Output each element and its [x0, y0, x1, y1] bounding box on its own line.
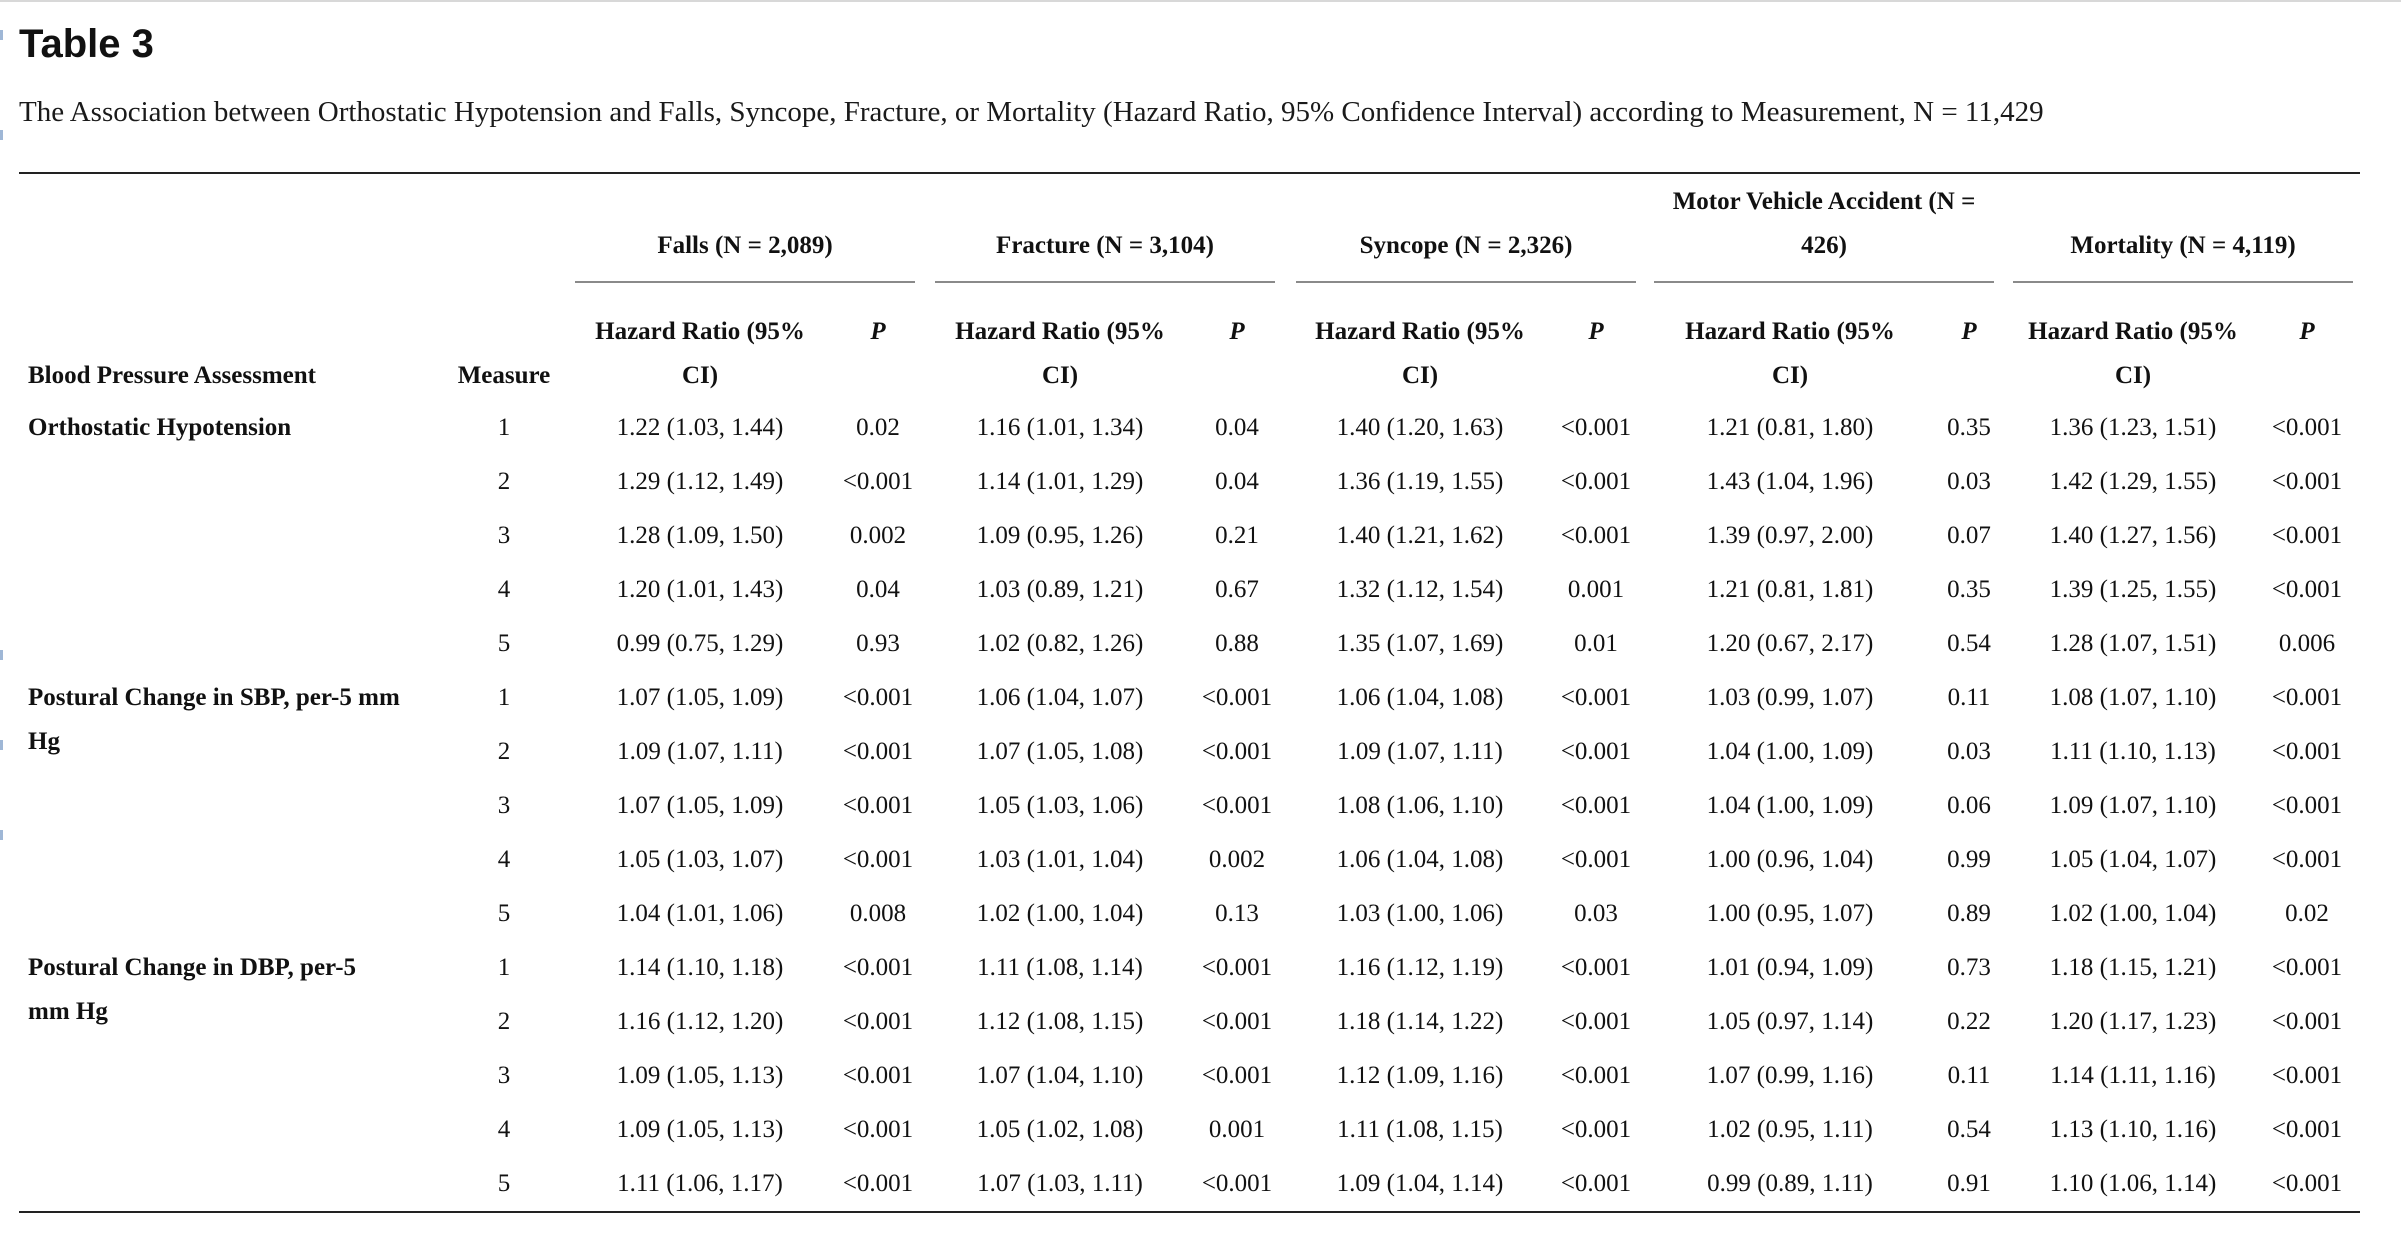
hazard-ratio-cell: 1.03 (0.99, 1.07)	[1706, 684, 1874, 711]
p-value-cell: <0.001	[2271, 1062, 2343, 1089]
hazard-ratio-cell: 1.07 (1.05, 1.09)	[616, 792, 784, 819]
p-value-cell: <0.001	[1201, 954, 1273, 981]
measure-cell: 3	[497, 522, 511, 549]
hazard-ratio-cell: 1.21 (0.81, 1.80)	[1706, 414, 1874, 441]
measure-cell: 3	[497, 1062, 511, 1089]
p-value-cell: 0.04	[1215, 414, 1259, 441]
p-value-cell: 0.35	[1947, 414, 1991, 441]
hazard-ratio-cell: 1.03 (0.89, 1.21)	[976, 576, 1144, 603]
hazard-ratio-cell: 1.20 (1.17, 1.23)	[2049, 1008, 2217, 1035]
hazard-ratio-cell: 1.01 (0.94, 1.09)	[1706, 954, 1874, 981]
group-header: Falls (N = 2,089)	[657, 232, 833, 259]
p-value-cell: <0.001	[842, 1116, 914, 1143]
measure-cell: 5	[497, 900, 511, 927]
p-value-cell: 0.21	[1215, 522, 1259, 549]
p-value-cell: <0.001	[842, 1008, 914, 1035]
group-rule	[935, 281, 1275, 283]
p-value-cell: <0.001	[1201, 792, 1273, 819]
p-column-header: P	[1229, 318, 1245, 345]
edge-mark	[0, 30, 3, 40]
p-value-cell: <0.001	[2271, 1170, 2343, 1197]
measure-cell: 3	[497, 792, 511, 819]
p-value-cell: <0.001	[2271, 684, 2343, 711]
measure-cell: 4	[497, 576, 511, 603]
hr-header-line: CI)	[1401, 362, 1439, 389]
section-label: Orthostatic Hypotension	[28, 414, 292, 441]
p-value-cell: 0.35	[1947, 576, 1991, 603]
p-value-cell: 0.04	[856, 576, 900, 603]
p-value-cell: <0.001	[842, 792, 914, 819]
p-value-cell: <0.001	[1201, 684, 1273, 711]
group-rule	[2013, 281, 2353, 283]
hazard-ratio-cell: 1.40 (1.21, 1.62)	[1336, 522, 1504, 549]
measure-cell: 4	[497, 846, 511, 873]
p-value-cell: <0.001	[2271, 522, 2343, 549]
hr-header-line: CI)	[2114, 362, 2152, 389]
assessment-column-header: Blood Pressure Assessment	[28, 362, 316, 389]
hazard-ratio-cell: 1.05 (1.03, 1.06)	[976, 792, 1144, 819]
p-value-cell: 0.67	[1215, 576, 1259, 603]
p-value-cell: <0.001	[1201, 1170, 1273, 1197]
hazard-ratio-cell: 1.36 (1.23, 1.51)	[2049, 414, 2217, 441]
hazard-ratio-cell: 1.32 (1.12, 1.54)	[1336, 576, 1504, 603]
p-value-cell: <0.001	[842, 954, 914, 981]
hazard-ratio-cell: 1.18 (1.14, 1.22)	[1336, 1008, 1504, 1035]
p-value-cell: 0.03	[1947, 738, 1991, 765]
hazard-ratio-cell: 0.99 (0.75, 1.29)	[616, 630, 784, 657]
p-value-cell: 0.06	[1947, 792, 1991, 819]
measure-cell: 1	[497, 684, 511, 711]
hr-header-line: Hazard Ratio (95%	[955, 318, 1165, 345]
p-value-cell: <0.001	[1560, 738, 1632, 765]
p-column-header: P	[1588, 318, 1604, 345]
hazard-ratio-cell: 1.29 (1.12, 1.49)	[616, 468, 784, 495]
measure-cell: 4	[497, 1116, 511, 1143]
hazard-ratio-cell: 1.05 (0.97, 1.14)	[1706, 1008, 1874, 1035]
hazard-ratio-cell: 1.43 (1.04, 1.96)	[1706, 468, 1874, 495]
group-header: Syncope (N = 2,326)	[1359, 232, 1573, 259]
hazard-ratio-cell: 1.21 (0.81, 1.81)	[1706, 576, 1874, 603]
hr-column-header	[940, 310, 1180, 398]
section-label-continued: mm Hg	[28, 998, 108, 1025]
p-value-cell: 0.11	[1947, 684, 1991, 711]
hazard-ratio-cell: 1.07 (0.99, 1.16)	[1706, 1062, 1874, 1089]
p-value-cell: <0.001	[842, 846, 914, 873]
hazard-ratio-cell: 1.00 (0.95, 1.07)	[1706, 900, 1874, 927]
hazard-ratio-cell: 1.39 (1.25, 1.55)	[2049, 576, 2217, 603]
measure-cell: 5	[497, 1170, 511, 1197]
group-header: Mortality (N = 4,119)	[2070, 232, 2296, 259]
hr-column-header	[1300, 310, 1540, 398]
p-value-cell: <0.001	[2271, 576, 2343, 603]
hr-column-header	[580, 310, 820, 398]
p-value-cell: 0.89	[1947, 900, 1991, 927]
hazard-ratio-cell: 1.10 (1.06, 1.14)	[2049, 1170, 2217, 1197]
hazard-ratio-cell: 1.03 (1.01, 1.04)	[976, 846, 1144, 873]
p-value-cell: <0.001	[2271, 468, 2343, 495]
p-value-cell: 0.93	[856, 630, 900, 657]
p-value-cell: <0.001	[1560, 468, 1632, 495]
p-value-cell: <0.001	[2271, 1116, 2343, 1143]
hazard-ratio-cell: 1.11 (1.10, 1.13)	[2050, 738, 2216, 765]
p-value-cell: 0.002	[1208, 846, 1266, 873]
p-value-cell: 0.02	[856, 414, 900, 441]
hazard-ratio-cell: 1.09 (1.07, 1.11)	[617, 738, 783, 765]
hazard-ratio-cell: 1.03 (1.00, 1.06)	[1336, 900, 1504, 927]
p-value-cell: <0.001	[1560, 522, 1632, 549]
p-value-cell: <0.001	[2271, 846, 2343, 873]
hazard-ratio-cell: 1.40 (1.20, 1.63)	[1336, 414, 1504, 441]
hazard-ratio-cell: 1.16 (1.12, 1.20)	[616, 1008, 784, 1035]
p-value-cell: 0.91	[1947, 1170, 1991, 1197]
hazard-ratio-cell: 1.12 (1.08, 1.15)	[976, 1008, 1144, 1035]
hazard-ratio-cell: 1.20 (0.67, 2.17)	[1706, 630, 1874, 657]
hazard-ratio-cell: 1.11 (1.06, 1.17)	[617, 1170, 783, 1197]
p-value-cell: 0.04	[1215, 468, 1259, 495]
p-value-cell: <0.001	[1560, 792, 1632, 819]
p-value-cell: <0.001	[2271, 792, 2343, 819]
hazard-ratio-cell: 1.07 (1.05, 1.09)	[616, 684, 784, 711]
hazard-ratio-cell: 1.00 (0.96, 1.04)	[1706, 846, 1874, 873]
hazard-ratio-cell: 1.05 (1.02, 1.08)	[976, 1116, 1144, 1143]
p-value-cell: 0.002	[849, 522, 907, 549]
section-label: Postural Change in DBP, per-5	[28, 954, 357, 981]
table-bottom-rule	[19, 1211, 2360, 1213]
edge-mark	[0, 130, 3, 140]
hr-header-line: Hazard Ratio (95%	[2028, 318, 2238, 345]
p-value-cell: <0.001	[1201, 1062, 1273, 1089]
hr-header-line: Hazard Ratio (95%	[595, 318, 805, 345]
hazard-ratio-cell: 1.14 (1.10, 1.18)	[616, 954, 784, 981]
hr-header-line: CI)	[681, 362, 719, 389]
p-value-cell: 0.13	[1215, 900, 1259, 927]
p-value-cell: <0.001	[1560, 954, 1632, 981]
hazard-ratio-cell: 1.04 (1.01, 1.06)	[616, 900, 784, 927]
hazard-ratio-cell: 1.14 (1.01, 1.29)	[976, 468, 1144, 495]
group-header	[1634, 180, 2014, 268]
group-header-line: 426)	[1801, 232, 1847, 259]
p-value-cell: 0.54	[1947, 1116, 1991, 1143]
group-header: Fracture (N = 3,104)	[996, 232, 1214, 259]
p-value-cell: 0.99	[1947, 846, 1991, 873]
hazard-ratio-cell: 1.16 (1.12, 1.19)	[1336, 954, 1504, 981]
hazard-ratio-cell: 1.09 (1.05, 1.13)	[616, 1116, 784, 1143]
p-value-cell: 0.22	[1947, 1008, 1991, 1035]
hazard-ratio-cell: 1.02 (1.00, 1.04)	[2049, 900, 2217, 927]
hazard-ratio-cell: 1.06 (1.04, 1.07)	[976, 684, 1144, 711]
measure-cell: 2	[497, 1008, 511, 1035]
hr-header-line: CI)	[1041, 362, 1079, 389]
p-value-cell: <0.001	[2271, 1008, 2343, 1035]
hazard-ratio-cell: 1.02 (0.82, 1.26)	[976, 630, 1144, 657]
p-value-cell: <0.001	[842, 468, 914, 495]
p-value-cell: <0.001	[1201, 738, 1273, 765]
p-value-cell: 0.11	[1947, 1062, 1991, 1089]
hazard-ratio-cell: 1.35 (1.07, 1.69)	[1336, 630, 1504, 657]
hazard-ratio-cell: 1.16 (1.01, 1.34)	[976, 414, 1144, 441]
hazard-ratio-cell: 1.12 (1.09, 1.16)	[1336, 1062, 1504, 1089]
hazard-ratio-cell: 1.11 (1.08, 1.14)	[977, 954, 1143, 981]
p-value-cell: <0.001	[842, 1170, 914, 1197]
table-top-rule	[19, 172, 2360, 174]
hazard-ratio-cell: 1.05 (1.04, 1.07)	[2049, 846, 2217, 873]
hazard-ratio-cell: 1.18 (1.15, 1.21)	[2049, 954, 2217, 981]
p-value-cell: 0.006	[2278, 630, 2336, 657]
p-value-cell: <0.001	[842, 1062, 914, 1089]
measure-cell: 2	[497, 738, 511, 765]
p-value-cell: 0.001	[1567, 576, 1625, 603]
hr-column-header	[1670, 310, 1910, 398]
hazard-ratio-cell: 1.09 (1.05, 1.13)	[616, 1062, 784, 1089]
measure-cell: 1	[497, 954, 511, 981]
hazard-ratio-cell: 1.07 (1.04, 1.10)	[976, 1062, 1144, 1089]
edge-mark	[0, 740, 3, 750]
table-caption: The Association between Orthostatic Hypotension and Falls, Syncope, Fracture, or Mortality (Hazard Ratio, 95% Confidence Interval) according to Measurement, N = 11,429	[19, 96, 2044, 128]
hazard-ratio-cell: 1.22 (1.03, 1.44)	[616, 414, 784, 441]
p-value-cell: <0.001	[1560, 1116, 1632, 1143]
hazard-ratio-cell: 1.20 (1.01, 1.43)	[616, 576, 784, 603]
hazard-ratio-cell: 1.06 (1.04, 1.08)	[1336, 846, 1504, 873]
p-value-cell: <0.001	[2271, 414, 2343, 441]
p-value-cell: 0.008	[849, 900, 907, 927]
hazard-ratio-cell: 1.09 (1.07, 1.10)	[2049, 792, 2217, 819]
p-value-cell: <0.001	[1560, 414, 1632, 441]
p-value-cell: 0.02	[2285, 900, 2329, 927]
group-rule	[575, 281, 915, 283]
hazard-ratio-cell: 1.04 (1.00, 1.09)	[1706, 792, 1874, 819]
hr-header-line: CI)	[1771, 362, 1809, 389]
top-border	[0, 0, 2401, 2]
group-rule	[1296, 281, 1636, 283]
p-value-cell: <0.001	[1560, 846, 1632, 873]
p-value-cell: 0.03	[1947, 468, 1991, 495]
hazard-ratio-cell: 1.09 (0.95, 1.26)	[976, 522, 1144, 549]
hazard-ratio-cell: 1.09 (1.04, 1.14)	[1336, 1170, 1504, 1197]
p-column-header: P	[2299, 318, 2315, 345]
hr-header-line: Hazard Ratio (95%	[1315, 318, 1525, 345]
p-value-cell: <0.001	[2271, 738, 2343, 765]
p-value-cell: <0.001	[842, 684, 914, 711]
edge-mark	[0, 830, 3, 840]
p-value-cell: <0.001	[842, 738, 914, 765]
hazard-ratio-cell: 1.39 (0.97, 2.00)	[1706, 522, 1874, 549]
hazard-ratio-cell: 1.28 (1.09, 1.50)	[616, 522, 784, 549]
hazard-ratio-cell: 1.08 (1.06, 1.10)	[1336, 792, 1504, 819]
hazard-ratio-cell: 1.36 (1.19, 1.55)	[1336, 468, 1504, 495]
measure-cell: 5	[497, 630, 511, 657]
hr-header-line: Hazard Ratio (95%	[1685, 318, 1895, 345]
p-value-cell: 0.01	[1574, 630, 1618, 657]
edge-mark	[0, 650, 3, 660]
hazard-ratio-cell: 1.40 (1.27, 1.56)	[2049, 522, 2217, 549]
table-title: Table 3	[19, 22, 154, 66]
p-value-cell: 0.54	[1947, 630, 1991, 657]
hazard-ratio-cell: 1.42 (1.29, 1.55)	[2049, 468, 2217, 495]
p-column-header: P	[1961, 318, 1977, 345]
measure-column-header: Measure	[457, 362, 551, 389]
hazard-ratio-cell: 1.28 (1.07, 1.51)	[2049, 630, 2217, 657]
p-value-cell: 0.88	[1215, 630, 1259, 657]
hazard-ratio-cell: 1.02 (0.95, 1.11)	[1707, 1116, 1873, 1143]
hazard-ratio-cell: 1.13 (1.10, 1.16)	[2049, 1116, 2217, 1143]
p-value-cell: <0.001	[1560, 1170, 1632, 1197]
hazard-ratio-cell: 1.07 (1.05, 1.08)	[976, 738, 1144, 765]
p-value-cell: <0.001	[1201, 1008, 1273, 1035]
hr-column-header	[2013, 310, 2253, 398]
p-column-header: P	[870, 318, 886, 345]
section-label-continued: Hg	[28, 728, 60, 755]
p-value-cell: <0.001	[2271, 954, 2343, 981]
hazard-ratio-cell: 1.14 (1.11, 1.16)	[2050, 1062, 2216, 1089]
hazard-ratio-cell: 1.08 (1.07, 1.10)	[2049, 684, 2217, 711]
group-header-line: Motor Vehicle Accident (N =	[1672, 188, 1976, 215]
hazard-ratio-cell: 1.04 (1.00, 1.09)	[1706, 738, 1874, 765]
hazard-ratio-cell: 1.11 (1.08, 1.15)	[1337, 1116, 1503, 1143]
hazard-ratio-cell: 1.05 (1.03, 1.07)	[616, 846, 784, 873]
measure-cell: 1	[497, 414, 511, 441]
section-label: Postural Change in SBP, per-5 mm	[28, 684, 400, 711]
p-value-cell: 0.07	[1947, 522, 1991, 549]
hazard-ratio-cell: 0.99 (0.89, 1.11)	[1707, 1170, 1873, 1197]
hazard-ratio-cell: 1.06 (1.04, 1.08)	[1336, 684, 1504, 711]
p-value-cell: <0.001	[1560, 1062, 1632, 1089]
p-value-cell: 0.001	[1208, 1116, 1266, 1143]
hazard-ratio-cell: 1.07 (1.03, 1.11)	[977, 1170, 1143, 1197]
p-value-cell: <0.001	[1560, 1008, 1632, 1035]
p-value-cell: 0.73	[1947, 954, 1991, 981]
group-rule	[1654, 281, 1994, 283]
hazard-ratio-cell: 1.09 (1.07, 1.11)	[1337, 738, 1503, 765]
hazard-ratio-cell: 1.02 (1.00, 1.04)	[976, 900, 1144, 927]
measure-cell: 2	[497, 468, 511, 495]
p-value-cell: <0.001	[1560, 684, 1632, 711]
p-value-cell: 0.03	[1574, 900, 1618, 927]
